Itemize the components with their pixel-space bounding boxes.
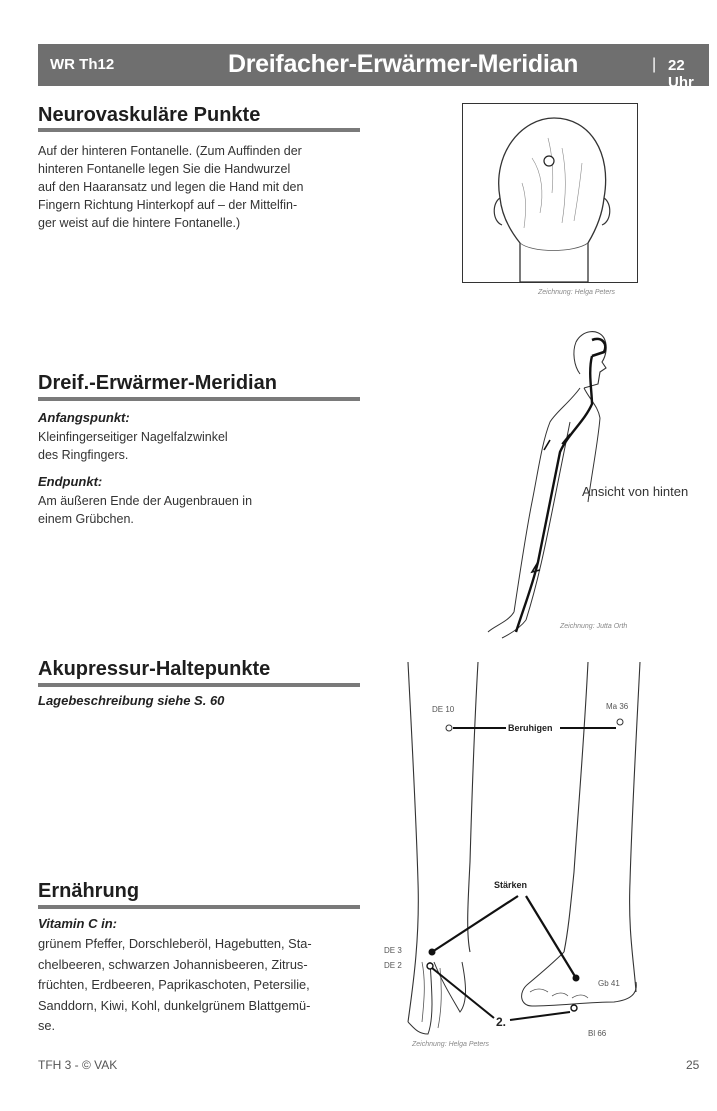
start-point-label: Anfangspunkt: [38,410,130,425]
section-heading-nutrition: Ernährung [38,880,140,902]
section-heading-meridian: Dreif.-Erwärmer-Meridian [38,372,277,394]
section-rule [38,397,360,401]
point-de2-label: DE 2 [384,961,402,970]
location-reference: Lagebeschreibung siehe S. 60 [38,693,225,708]
text-line: ger weist auf die hintere Fontanelle.) [38,216,241,230]
text-line: Sanddorn, Kiwi, Kohl, dunkelgrünem Blattgemü- [38,997,311,1013]
figure-credit: Zeichnung: Jutta Orth [560,623,628,630]
meridian-arm-illustration [480,322,640,642]
end-point-text [38,492,360,528]
head-back-illustration [462,103,638,283]
vitamin-c-label: Vitamin C in: [38,916,117,931]
text-line: se. [38,1018,56,1033]
figure-credit: Zeichnung: Helga Peters [412,1041,490,1048]
title-separator: | [652,56,657,73]
text-line: einem Grübchen. [38,512,134,526]
calm-label: Beruhigen [508,723,553,733]
page-title: Dreifacher-Erwärmer-Meridian [228,50,579,78]
text-line: Fingern Richtung Hinterkopf auf – der Mittelfin- [38,198,298,212]
footer-copyright: TFH 3 - © VAK [38,1058,118,1072]
section-rule [38,905,360,909]
point-bl66-label: Bl 66 [588,1029,607,1038]
neurovascular-text [38,142,360,232]
text-line: Auf der hinteren Fontanelle. (Zum Auffinden der [38,144,302,158]
text-line: Kleinfingerseitiger Nagelfalzwinkel [38,430,228,444]
section-rule [38,128,360,132]
section-heading-neurovascular: Neurovaskuläre Punkte [38,104,261,126]
text-line: des Ringfingers. [38,448,129,462]
text-line: hinteren Fontanelle legen Sie die Handwurzel [38,162,291,176]
acupressure-legs-illustration [378,662,678,1054]
page-code: WR Th12 [50,56,115,73]
view-from-behind-label: Ansicht von hinten [582,484,689,499]
step-two-label: 2. [496,1015,507,1029]
start-point-text [38,428,360,464]
point-ma36-label: Ma 36 [606,702,629,711]
point-de3-label: DE 3 [384,946,402,955]
text-line: früchten, Erdbeeren, Paprikaschoten, Petersilie, [38,977,310,992]
page-number: 25 [686,1058,700,1072]
end-point-label: Endpunkt: [38,474,103,489]
section-heading-acupressure: Akupressur-Haltepunkte [38,658,271,680]
strengthen-label: Stärken [494,880,528,890]
text-line: chelbeeren, schwarzen Johannisbeeren, Zitrus- [38,956,308,972]
figure-credit: Zeichnung: Helga Peters [538,289,616,296]
text-line: grünem Pfeffer, Dorschleberöl, Hagebutten, Sta- [38,936,312,951]
point-gb41-label: Gb 41 [598,979,620,988]
text-line: Am äußeren Ende der Augenbrauen in [38,494,253,508]
text-line: auf den Haaransatz und legen die Hand mit den [38,180,304,194]
section-rule [38,683,360,687]
fontanelle-point-icon [544,156,554,166]
nutrition-text [38,934,364,1037]
header-bar [38,44,709,91]
point-de10-label: DE 10 [432,705,455,714]
meridian-hour: 22 Uhr [668,57,694,91]
